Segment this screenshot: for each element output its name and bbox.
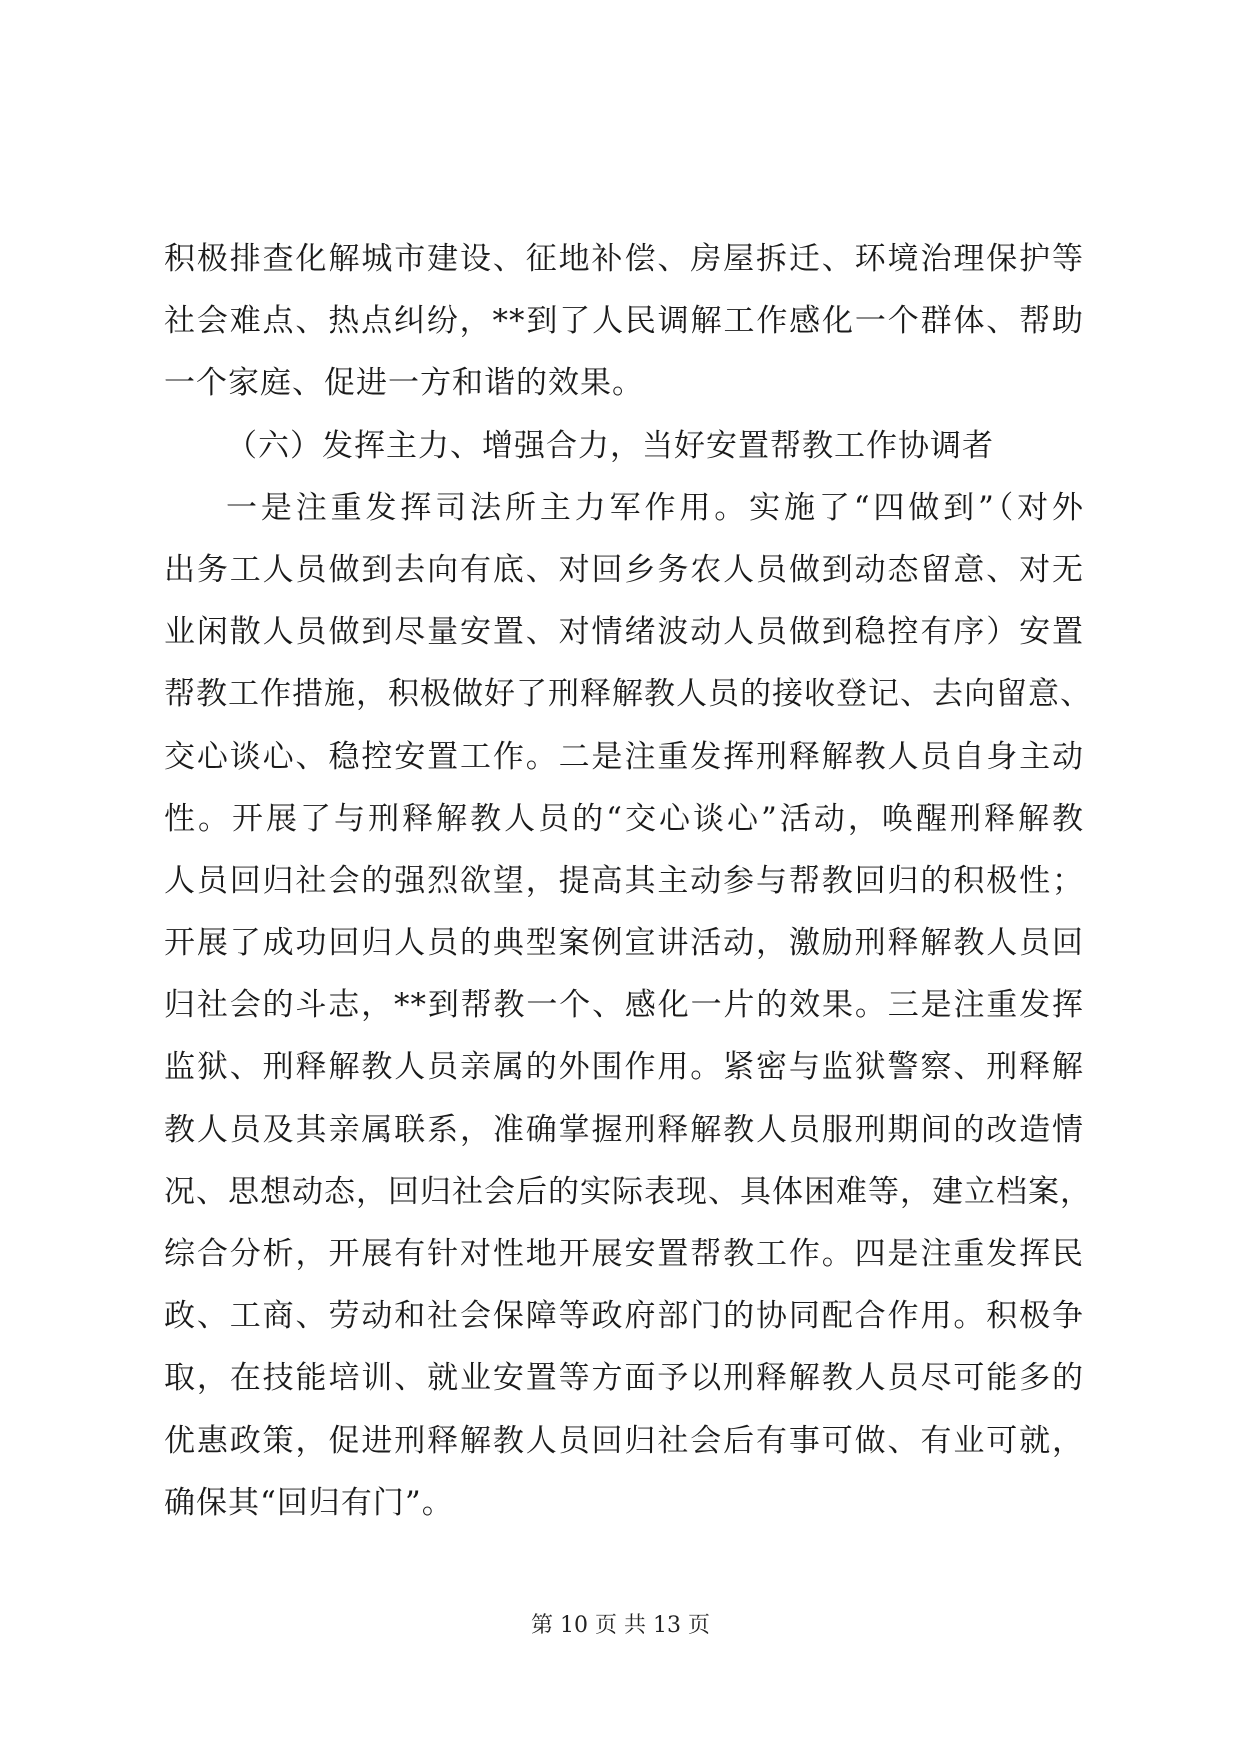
paragraph-line: 开展了成功回归人员的典型案例宣讲活动，激励刑释解教人员回 (164, 925, 1084, 962)
paragraph-line: 教人员及其亲属联系，准确掌握刑释解教人员服刑期间的改造情 (164, 1111, 1084, 1148)
paragraph-line: 优惠政策，促进刑释解教人员回归社会后有事可做、有业可就， (164, 1422, 1084, 1459)
paragraph-line: 政、工商、劳动和社会保障等政府部门的协同配合作用。积极争 (164, 1298, 1084, 1335)
paragraph-line: 性。开展了与刑释解教人员的“交心谈心”活动，唤醒刑释解教 (164, 800, 1084, 837)
paragraph-line: 归社会的斗志，**到帮教一个、感化一片的效果。三是注重发挥 (164, 987, 1084, 1024)
paragraph-line: 取，在技能培训、就业安置等方面予以刑释解教人员尽可能多的 (164, 1360, 1084, 1397)
paragraph-line: 一是注重发挥司法所主力军作用。实施了“四做到”（对外 (226, 489, 1084, 526)
paragraph-line: 出务工人员做到去向有底、对回乡务农人员做到动态留意、对无 (164, 551, 1084, 588)
paragraph-line: 业闲散人员做到尽量安置、对情绪波动人员做到稳控有序）安置 (164, 614, 1084, 651)
paragraph-line: 帮教工作措施，积极做好了刑释解教人员的接收登记、去向留意、 (164, 676, 1092, 713)
paragraph-line: 积极排查化解城市建设、征地补偿、房屋拆迁、环境治理保护等 (164, 241, 1084, 277)
paragraph-line: 监狱、刑释解教人员亲属的外围作用。紧密与监狱警察、刑释解 (164, 1049, 1084, 1086)
paragraph-line: 确保其“回归有门”。 (164, 1484, 454, 1521)
paragraph-line: 人员回归社会的强烈欲望，提高其主动参与帮教回归的积极性； (164, 862, 1084, 899)
paragraph-line: 一个家庭、促进一方和谐的效果。 (164, 365, 644, 402)
paragraph-line: 况、思想动态，回归社会后的实际表现、具体困难等，建立档案， (164, 1173, 1092, 1210)
document-body (164, 228, 1092, 1534)
page-number-footer: 第 10 页 共 13 页 (531, 1613, 710, 1638)
paragraph-line: 社会难点、热点纠纷，**到了人民调解工作感化一个群体、帮助 (164, 303, 1084, 340)
paragraph-line: 综合分析，开展有针对性地开展安置帮教工作。四是注重发挥民 (164, 1236, 1084, 1272)
section-heading: （六）发挥主力、增强合力，当好安置帮教工作协调者 (226, 427, 994, 464)
paragraph-line: 交心谈心、稳控安置工作。二是注重发挥刑释解教人员自身主动 (164, 738, 1084, 775)
